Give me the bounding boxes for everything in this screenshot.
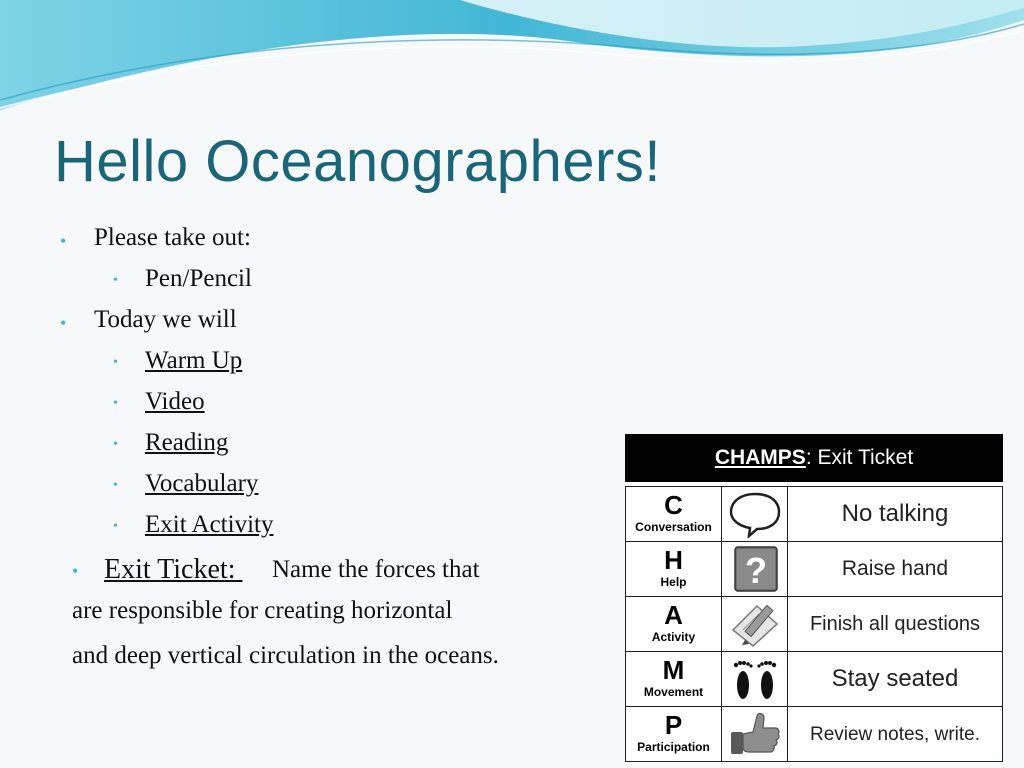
champs-header [625,434,1003,482]
champs-letter-cell [626,487,722,541]
champs-exit-ticket-chart [625,434,1003,764]
bullet-please-take-out: Please take out: [94,224,251,251]
bullet-marker: • [113,396,118,411]
champs-row-help [626,542,1002,597]
bullet-pen-pencil: Pen/Pencil [145,265,252,292]
champs-row-participation [626,707,1002,762]
champs-grid [625,486,1003,762]
champs-letter: M [662,655,685,685]
champs-icon-cell [722,707,788,762]
bullet-marker: • [113,273,118,288]
svg-text:?: ? [745,550,767,591]
champs-text: No talking [841,500,949,527]
champs-text: Finish all questions [809,612,981,635]
champs-icon-cell [722,542,788,596]
champs-icon-cell [722,652,788,706]
bullet-marker: • [113,355,118,370]
champs-icon-cell [722,487,788,541]
champs-word: Movement [643,685,704,699]
champs-letter: H [664,545,683,575]
bullet-marker: • [113,437,118,452]
champs-letter: A [664,600,683,630]
champs-text: Review notes, write. [809,723,980,745]
footprints-icon [727,655,783,703]
champs-title-bold: CHAMPS [714,446,806,469]
champs-word: Activity [651,630,696,644]
agenda-item-exit-activity: Exit Activity [145,511,274,538]
bullet-marker: • [60,313,67,333]
bullet-marker: • [60,231,67,251]
exit-ticket-label: Exit Ticket: [104,554,243,585]
champs-word: Participation [637,740,710,754]
champs-word: Help [660,575,687,589]
champs-text: Raise hand [841,557,949,580]
champs-letter-cell [626,597,722,651]
question-mark-icon [727,545,783,593]
bullet-marker: • [72,561,79,581]
agenda-item-video: Video [145,388,205,415]
bullet-marker: • [113,478,118,493]
exit-ticket-prompt-line2: are responsible for creating horizontal [72,597,453,624]
champs-word: Conversation [635,520,712,534]
agenda-item-warm-up: Warm Up [145,347,243,374]
agenda-item-reading: Reading [145,429,229,456]
agenda-item-vocabulary: Vocabulary [145,470,259,497]
thumbs-up-icon [727,710,783,758]
champs-row-activity [626,597,1002,652]
champs-row-conversation [626,487,1002,542]
bullet-today-we-will: Today we will [94,306,237,333]
champs-letter-cell [626,652,722,706]
champs-letter-cell [626,707,722,762]
slide-title: Hello Oceanographers! [54,129,661,194]
wave-header-decoration [0,0,1024,130]
exit-ticket-prompt-line1: Name the forces that [272,556,480,583]
champs-letter: P [664,710,683,740]
speech-bubble-icon [727,490,783,538]
champs-text: Stay seated [831,665,959,692]
champs-icon-cell [722,597,788,651]
exit-ticket-prompt-line3: and deep vertical circulation in the oceans. [72,642,499,669]
champs-title-rest: : Exit Ticket [805,446,914,469]
bullet-marker: • [113,519,118,534]
champs-letter: C [664,490,683,520]
champs-row-movement [626,652,1002,707]
champs-letter-cell [626,542,722,596]
pencil-paper-icon [727,600,783,648]
